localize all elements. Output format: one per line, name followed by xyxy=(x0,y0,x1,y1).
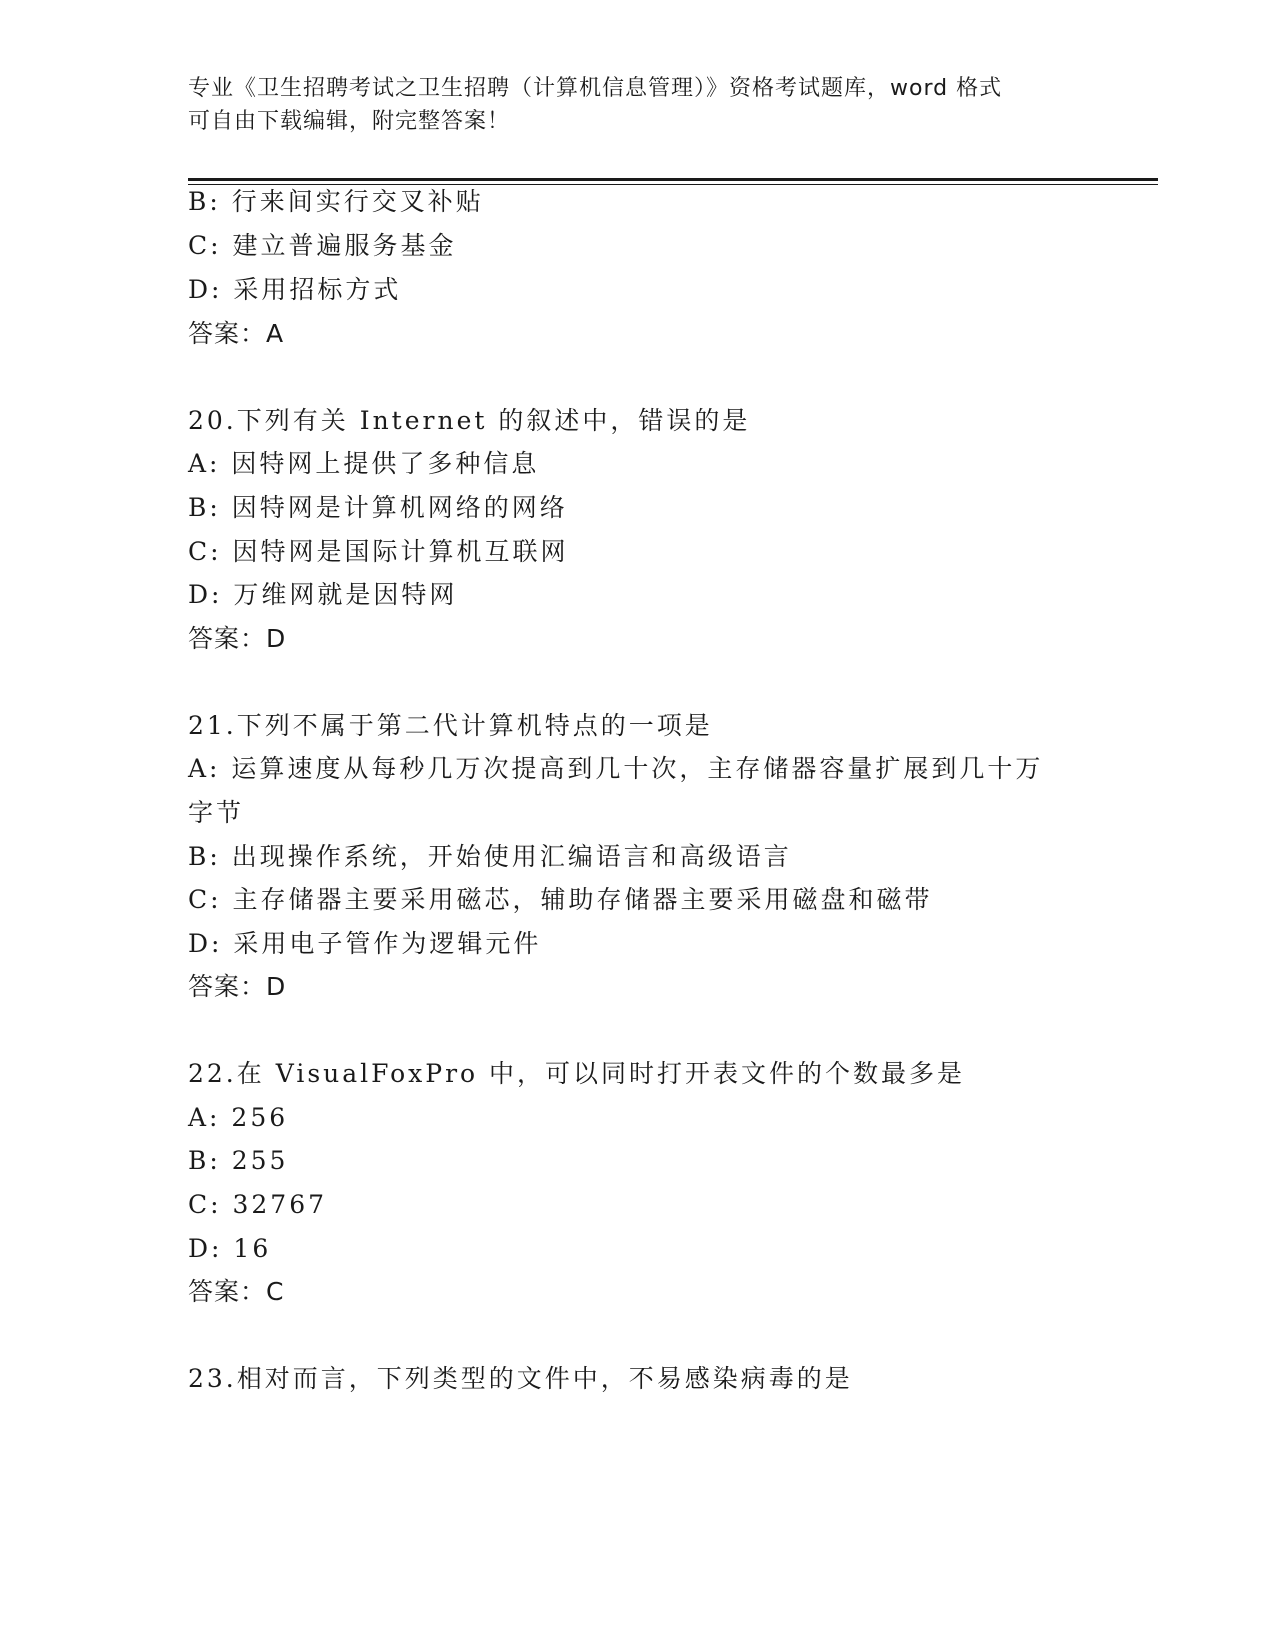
q20-answer: 答案：D xyxy=(188,624,287,653)
header-divider-thick xyxy=(188,178,1158,181)
q21-option-b: B: 出现操作系统，开始使用汇编语言和高级语言 xyxy=(188,842,792,871)
q19-option-c: C: 建立普遍服务基金 xyxy=(188,231,457,260)
q20-option-a: A: 因特网上提供了多种信息 xyxy=(188,449,540,478)
q20-option-b: B: 因特网是计算机网络的网络 xyxy=(188,493,568,522)
q22-option-c: C: 32767 xyxy=(188,1190,328,1219)
q20-question: 20.下列有关 Internet 的叙述中，错误的是 xyxy=(188,406,751,435)
q22-question: 22.在 VisualFoxPro 中，可以同时打开表文件的个数最多是 xyxy=(188,1059,966,1088)
q22-option-b: B: 255 xyxy=(188,1146,289,1175)
q21-question: 21.下列不属于第二代计算机特点的一项是 xyxy=(188,711,713,740)
q19-option-b: B: 行来间实行交叉补贴 xyxy=(188,187,484,216)
header-title-line-2: 可自由下载编辑，附完整答案！ xyxy=(188,109,511,134)
q23-question: 23.相对而言，下列类型的文件中，不易感染病毒的是 xyxy=(188,1364,853,1393)
q19-option-d: D: 采用招标方式 xyxy=(188,275,402,304)
q21-option-a-line-1: A: 运算速度从每秒几万次提高到几十次，主存储器容量扩展到几十万 xyxy=(188,754,1044,783)
q20-option-c: C: 因特网是国际计算机互联网 xyxy=(188,537,569,566)
q21-option-d: D: 采用电子管作为逻辑元件 xyxy=(188,929,542,958)
q19-answer: 答案：A xyxy=(188,319,285,348)
document-header xyxy=(188,72,1088,138)
q22-option-a: A: 256 xyxy=(188,1103,289,1132)
q21-option-c: C: 主存储器主要采用磁芯，辅助存储器主要采用磁盘和磁带 xyxy=(188,885,933,914)
q21-option-a-line-2: 字节 xyxy=(188,798,245,827)
q22-answer: 答案：C xyxy=(188,1277,285,1306)
q22-option-d: D: 16 xyxy=(188,1234,272,1263)
q20-option-d: D: 万维网就是因特网 xyxy=(188,580,458,609)
q21-answer: 答案：D xyxy=(188,972,287,1001)
header-title-line-1: 专业《卫生招聘考试之卫生招聘（计算机信息管理）》资格考试题库，word 格式 xyxy=(188,76,1003,101)
